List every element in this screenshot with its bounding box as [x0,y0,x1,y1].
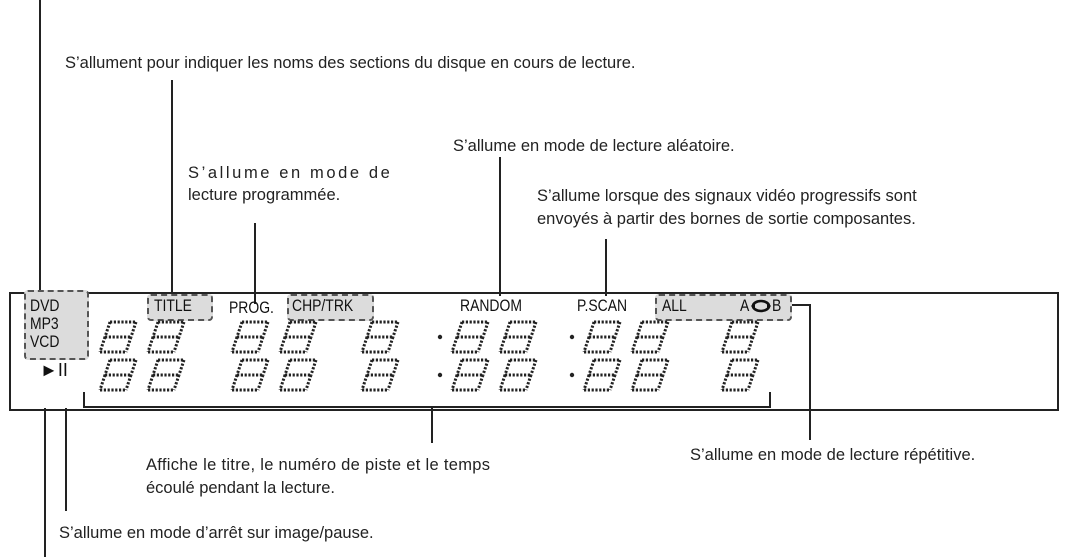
segment-digit [452,322,488,352]
segment-digit [362,360,398,390]
segment-digit [500,360,536,390]
annotation-progressive-line1: S’allume lorsque des signaux vidéo progressifs sont [537,187,917,205]
lcd-vcd: VCD [30,332,60,351]
segment-digit [584,360,620,390]
annotation-random: S’allume en mode de lecture aléatoire. [453,137,735,155]
segment-digit [100,360,136,390]
segment-digit [500,322,536,352]
lcd-prog: PROG. [229,298,274,317]
segment-digit [722,360,758,390]
segment-digit [584,322,620,352]
lcd-ab-a: A [740,296,750,315]
segment-digit [280,322,316,352]
lcd-pscan: P.SCAN [577,296,628,315]
segment-digit [232,322,268,352]
segment-digit [148,322,184,352]
segment-digit [452,360,488,390]
annotation-display-line1: Affiche le titre, le numéro de piste et le temps [146,456,491,474]
annotation-sections: S’allument pour indiquer les noms des sections du disque en cours de lecture. [65,54,636,72]
segment-digit [100,322,136,352]
segment-digit [632,322,668,352]
annotation-repeat: S’allume en mode de lecture répétitive. [690,446,976,464]
lcd-play-pause: ►II [40,360,68,380]
colon-dot [438,335,442,339]
lcd-all: ALL [662,296,687,315]
lcd-title: TITLE [154,296,192,315]
segment-digit [280,360,316,390]
segment-digit [632,360,668,390]
lcd-dvd: DVD [30,296,60,315]
colon-dot [438,373,442,377]
annotation-pause: S’allume en mode d’arrêt sur image/pause. [59,524,374,542]
segment-digit [232,360,268,390]
annotation-display-line2: écoulé pendant la lecture. [146,479,335,497]
lcd-ab-b: B [772,296,782,315]
annotation-program-line1: S’allume en mode de [188,164,393,182]
annotation-program-line2: lecture programmée. [188,186,341,204]
segment-digit [148,360,184,390]
lcd-random: RANDOM [460,296,522,315]
colon-dot [570,373,574,377]
annotation-progressive-line2: envoyés à partir des bornes de sortie composantes. [537,210,916,228]
segment-digit [722,322,758,352]
colon-dot [570,335,574,339]
lcd-chp-trk: CHP/TRK [292,296,354,315]
lcd-mp3: MP3 [30,314,59,333]
segment-digit [362,322,398,352]
